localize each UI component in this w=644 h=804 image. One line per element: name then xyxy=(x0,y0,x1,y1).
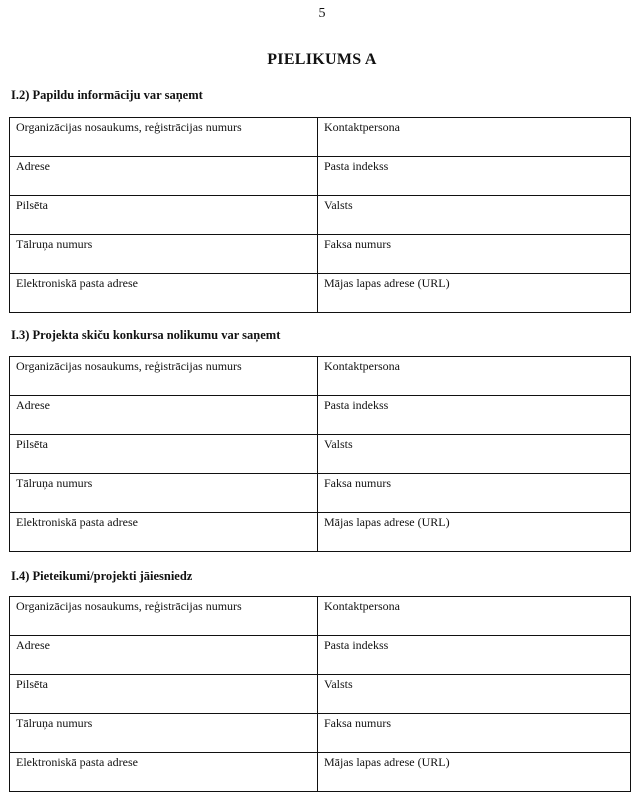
table-cell: Pasta indekss xyxy=(318,636,631,675)
table-cell: Pasta indekss xyxy=(318,396,631,435)
table-cell: Pilsēta xyxy=(10,675,318,714)
table-cell: Faksa numurs xyxy=(318,235,631,274)
table-cell: Adrese xyxy=(10,157,318,196)
table-cell: Mājas lapas adrese (URL) xyxy=(318,513,631,552)
table-row xyxy=(10,118,631,157)
table-row xyxy=(10,753,631,792)
page-number: 5 xyxy=(318,6,326,21)
table-cell: Kontaktpersona xyxy=(318,357,631,396)
table-row xyxy=(10,357,631,396)
table-row xyxy=(10,196,631,235)
table-cell: Kontaktpersona xyxy=(318,597,631,636)
table-cell: Tālruņa numurs xyxy=(10,474,318,513)
table-cell: Pasta indekss xyxy=(318,157,631,196)
table-cell: Tālruņa numurs xyxy=(10,235,318,274)
table-cell: Elektroniskā pasta adrese xyxy=(10,274,318,313)
table-cell: Valsts xyxy=(318,196,631,235)
table-cell: Organizācijas nosaukums, reģistrācijas numurs xyxy=(10,597,318,636)
table-row xyxy=(10,675,631,714)
table-cell: Tālruņa numurs xyxy=(10,714,318,753)
table-cell: Faksa numurs xyxy=(318,474,631,513)
table-cell: Kontaktpersona xyxy=(318,118,631,157)
table-cell: Faksa numurs xyxy=(318,714,631,753)
table-cell: Organizācijas nosaukums, reģistrācijas numurs xyxy=(10,118,318,157)
table-cell: Organizācijas nosaukums, reģistrācijas numurs xyxy=(10,357,318,396)
contact-table-i3 xyxy=(9,356,631,552)
table-cell: Valsts xyxy=(318,675,631,714)
table-cell: Mājas lapas adrese (URL) xyxy=(318,753,631,792)
contact-table-i4 xyxy=(9,596,631,792)
table-row xyxy=(10,435,631,474)
table-cell: Adrese xyxy=(10,636,318,675)
table-row xyxy=(10,513,631,552)
table-row xyxy=(10,597,631,636)
table-cell: Pilsēta xyxy=(10,435,318,474)
table-cell: Adrese xyxy=(10,396,318,435)
table-cell: Pilsēta xyxy=(10,196,318,235)
table-row xyxy=(10,235,631,274)
page-title: PIELIKUMS A xyxy=(267,51,377,68)
section-heading-i2: I.2) Papildu informāciju var saņemt xyxy=(11,88,203,102)
table-row xyxy=(10,714,631,753)
section-heading-i3: I.3) Projekta skiču konkursa nolikumu var saņemt xyxy=(11,328,281,342)
table-cell: Elektroniskā pasta adrese xyxy=(10,753,318,792)
table-cell: Elektroniskā pasta adrese xyxy=(10,513,318,552)
table-row xyxy=(10,474,631,513)
table-row xyxy=(10,274,631,313)
contact-table-i2 xyxy=(9,117,631,313)
table-row xyxy=(10,157,631,196)
table-row xyxy=(10,636,631,675)
table-cell: Valsts xyxy=(318,435,631,474)
table-row xyxy=(10,396,631,435)
table-cell: Mājas lapas adrese (URL) xyxy=(318,274,631,313)
section-heading-i4: I.4) Pieteikumi/projekti jāiesniedz xyxy=(11,569,193,583)
